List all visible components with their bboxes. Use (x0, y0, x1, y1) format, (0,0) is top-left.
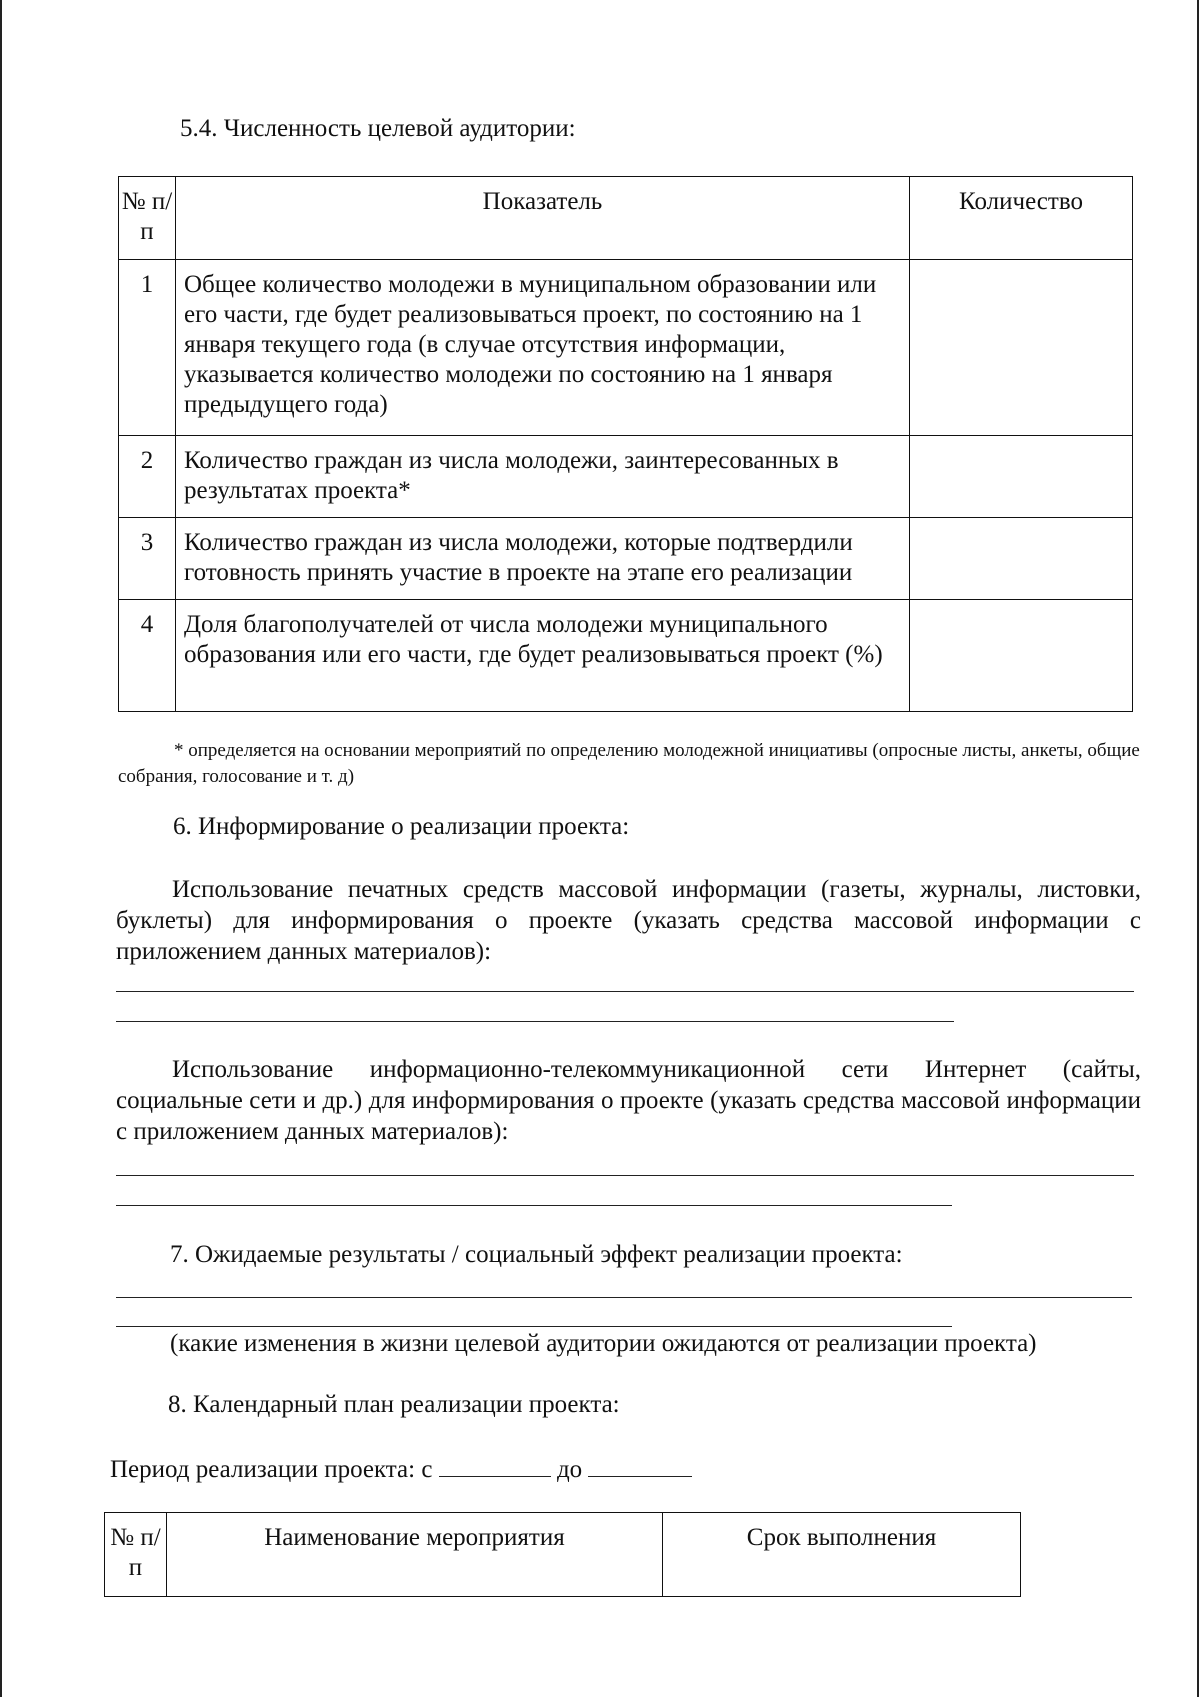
results-note: (какие изменения в жизни целевой аудитории ожидаются от реализации проекта) (170, 1330, 1037, 1357)
print-media-answer-line[interactable] (116, 1021, 954, 1022)
row-number: 2 (119, 436, 176, 518)
col-header-number: № п/п (105, 1513, 167, 1597)
section-8-title: 8. Календарный план реализации проекта: (168, 1391, 620, 1418)
col-header-deadline: Срок выполнения (663, 1513, 1021, 1597)
scan-edge-right (1197, 0, 1199, 1697)
table-header-row (119, 177, 1133, 260)
period-to-label: до (556, 1456, 583, 1483)
period-label: Период реализации проекта: с (110, 1456, 433, 1483)
results-answer-line[interactable] (116, 1297, 1132, 1298)
row-number: 1 (119, 260, 176, 436)
row-indicator: Количество граждан из числа молодежи, которые подтвердили готовность принять участие в проекте на этапе его реализации (176, 518, 910, 600)
col-header-indicator: Показатель (176, 177, 910, 260)
period-end-field[interactable] (588, 1452, 692, 1477)
row-number: 3 (119, 518, 176, 600)
print-media-paragraph: Использование печатных средств массовой информации (газеты, журналы, листовки, буклеты) для информирования о проекте (указать средства массовой информации с приложением данных материалов): (116, 876, 1141, 965)
row-quantity-cell[interactable] (910, 260, 1133, 436)
internet-paragraph: Использование информационно-телекоммуникационной сети Интернет (сайты, социальные сети и др.) для информирования о проекте (указать средства массовой информации с приложением данных материалов): (116, 1056, 1141, 1145)
section-5-4-title: 5.4. Численность целевой аудитории: (180, 115, 576, 142)
col-header-event-name: Наименование мероприятия (167, 1513, 663, 1597)
internet-answer-line[interactable] (116, 1205, 952, 1206)
table-row (119, 600, 1133, 712)
row-quantity-cell[interactable] (910, 518, 1133, 600)
row-indicator: Количество граждан из числа молодежи, заинтересованных в результатах проекта* (176, 436, 910, 518)
internet-answer-line[interactable] (116, 1175, 1134, 1176)
section-6-title: 6. Информирование о реализации проекта: (173, 813, 630, 840)
col-header-number: № п/п (119, 177, 176, 260)
table-row (119, 436, 1133, 518)
target-audience-table (118, 176, 1133, 712)
table-header-row (105, 1513, 1021, 1597)
table-row (119, 518, 1133, 600)
print-media-answer-line[interactable] (116, 991, 1134, 992)
footnote: * определяется на основании мероприятий по определению молодежной инициативы (опросные листы, анкеты, общие собрания, голосование и т. д) (118, 740, 1140, 787)
section-7-title: 7. Ожидаемые результаты / социальный эффект реализации проекта: (170, 1241, 903, 1268)
row-indicator: Доля благополучателей от числа молодежи муниципального образования или его части, где будет реализовываться проект (%) (176, 600, 910, 712)
scan-edge-left (0, 0, 2, 1697)
col-header-quantity: Количество (910, 177, 1133, 260)
row-number: 4 (119, 600, 176, 712)
period-start-field[interactable] (439, 1452, 551, 1477)
row-quantity-cell[interactable] (910, 600, 1133, 712)
row-quantity-cell[interactable] (910, 436, 1133, 518)
table-row (119, 260, 1133, 436)
calendar-plan-table (104, 1512, 1021, 1597)
results-answer-line[interactable] (116, 1326, 952, 1327)
row-indicator: Общее количество молодежи в муниципальном образовании или его части, где будет реализовываться проект, по состоянию на 1 января текущего года (в случае отсутствия информации, указывается количество молодежи по состоянию на 1 января предыдущего года) (176, 260, 910, 436)
project-period (110, 1452, 692, 1484)
